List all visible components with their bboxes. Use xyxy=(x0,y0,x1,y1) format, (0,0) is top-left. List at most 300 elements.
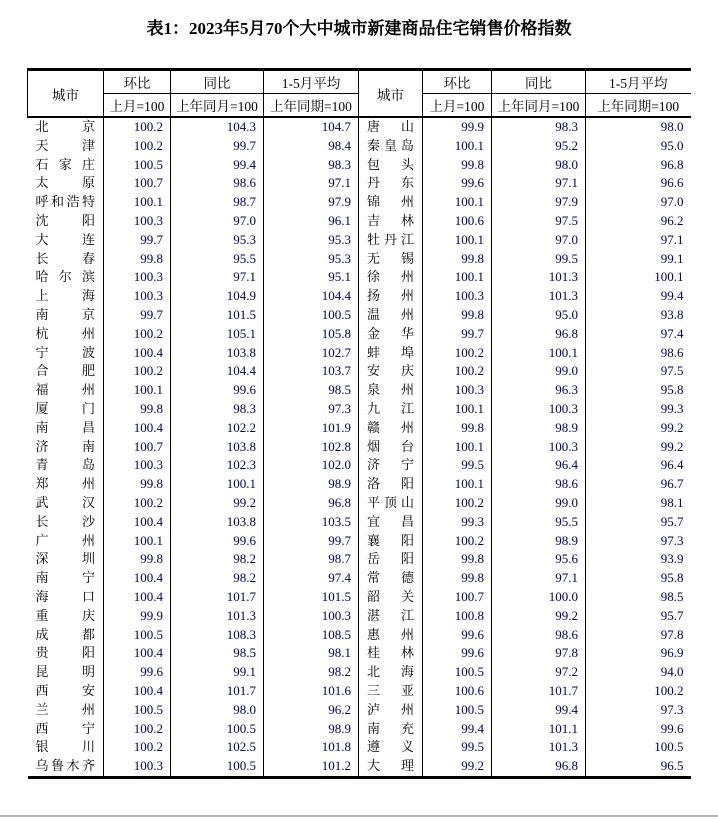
mom-value: 99.5 xyxy=(423,456,492,475)
city-cell xyxy=(359,494,423,513)
city-cell xyxy=(359,306,423,325)
yoy-value: 96.4 xyxy=(492,456,586,475)
mom-value: 100.1 xyxy=(423,268,492,287)
city-name: 呼 和 浩 特 xyxy=(35,194,95,210)
yoy-value: 97.5 xyxy=(492,212,586,231)
yoy-value: 100.0 xyxy=(492,588,586,607)
city-name: 岳 阳 xyxy=(367,551,414,567)
city-cell xyxy=(359,156,423,175)
avg-value: 95.7 xyxy=(586,607,691,626)
city-cell xyxy=(28,532,104,551)
avg-value: 96.2 xyxy=(586,212,691,231)
table-row xyxy=(28,513,691,532)
city-name: 昆 明 xyxy=(35,664,95,680)
mom-value: 100.2 xyxy=(104,325,171,344)
mom-value: 100.5 xyxy=(423,701,492,720)
mom-value: 99.6 xyxy=(423,174,492,193)
yoy-value: 101.1 xyxy=(492,720,586,739)
yoy-value: 102.2 xyxy=(171,419,264,438)
city-cell xyxy=(28,569,104,588)
mom-value: 99.9 xyxy=(423,117,492,137)
table-row xyxy=(28,757,691,777)
avg-value: 98.2 xyxy=(264,663,359,682)
city-name: 温 州 xyxy=(367,306,414,322)
city-name: 西 安 xyxy=(35,682,95,698)
city-cell xyxy=(28,438,104,457)
mom-value: 100.2 xyxy=(104,117,171,137)
city-name: 长 沙 xyxy=(35,513,95,529)
city-name: 广 州 xyxy=(35,532,95,548)
city-cell xyxy=(28,250,104,269)
avg-value: 99.7 xyxy=(264,532,359,551)
yoy-value: 98.6 xyxy=(171,174,264,193)
city-name: 大 连 xyxy=(35,231,95,247)
yoy-value: 98.2 xyxy=(171,569,264,588)
mom-value: 100.1 xyxy=(423,438,492,457)
mom-value: 99.7 xyxy=(423,325,492,344)
city-name: 济 宁 xyxy=(367,457,414,473)
avg-value: 98.9 xyxy=(264,475,359,494)
city-name: 惠 州 xyxy=(367,626,414,642)
mom-value: 100.4 xyxy=(104,513,171,532)
avg-value: 101.9 xyxy=(264,419,359,438)
header-yoy-base-left: 上年同月=100 xyxy=(171,94,264,118)
header-avg-right: 1-5月平均 xyxy=(586,70,691,94)
city-name: 贵 阳 xyxy=(35,645,95,661)
mom-value: 100.7 xyxy=(104,174,171,193)
mom-value: 100.3 xyxy=(423,381,492,400)
city-cell xyxy=(28,550,104,569)
city-cell xyxy=(359,588,423,607)
yoy-value: 99.1 xyxy=(171,663,264,682)
mom-value: 100.3 xyxy=(104,268,171,287)
yoy-value: 96.8 xyxy=(492,325,586,344)
avg-value: 97.3 xyxy=(586,701,691,720)
city-name: 长 春 xyxy=(35,250,95,266)
avg-value: 97.3 xyxy=(264,400,359,419)
city-name: 沈 阳 xyxy=(35,212,95,228)
city-cell xyxy=(359,287,423,306)
yoy-value: 97.1 xyxy=(171,268,264,287)
yoy-value: 102.5 xyxy=(171,738,264,757)
city-name: 南 充 xyxy=(367,720,414,736)
avg-value: 100.1 xyxy=(586,268,691,287)
table-row xyxy=(28,456,691,475)
avg-value: 96.1 xyxy=(264,212,359,231)
yoy-value: 97.1 xyxy=(492,569,586,588)
avg-value: 95.3 xyxy=(264,250,359,269)
city-name: 济 南 xyxy=(35,438,95,454)
yoy-value: 104.4 xyxy=(171,362,264,381)
page-title: 表1：2023年5月70个大中城市新建商品住宅销售价格指数 xyxy=(146,19,572,38)
yoy-value: 103.8 xyxy=(171,344,264,363)
table-row xyxy=(28,306,691,325)
mom-value: 100.6 xyxy=(423,682,492,701)
city-cell xyxy=(28,513,104,532)
city-name: 襄 阳 xyxy=(367,532,414,548)
table-row xyxy=(28,344,691,363)
yoy-value: 100.1 xyxy=(171,475,264,494)
city-cell xyxy=(359,532,423,551)
city-cell xyxy=(28,231,104,250)
city-name: 吉 林 xyxy=(367,212,414,228)
mom-value: 100.1 xyxy=(104,381,171,400)
mom-value: 100.3 xyxy=(104,287,171,306)
avg-value: 99.1 xyxy=(586,250,691,269)
mom-value: 99.8 xyxy=(104,250,171,269)
mom-value: 100.3 xyxy=(423,287,492,306)
mom-value: 100.1 xyxy=(423,137,492,156)
avg-value: 102.0 xyxy=(264,456,359,475)
avg-value: 98.1 xyxy=(264,644,359,663)
mom-value: 99.8 xyxy=(104,475,171,494)
mom-value: 99.5 xyxy=(423,738,492,757)
city-cell xyxy=(359,738,423,757)
avg-value: 99.4 xyxy=(586,287,691,306)
avg-value: 100.5 xyxy=(586,738,691,757)
city-name: 北 海 xyxy=(367,664,414,680)
mom-value: 100.7 xyxy=(104,438,171,457)
city-name: 厦 门 xyxy=(35,400,95,416)
table-row xyxy=(28,607,691,626)
city-name: 秦 皇 岛 xyxy=(367,137,414,153)
city-cell xyxy=(28,607,104,626)
avg-value: 97.4 xyxy=(264,569,359,588)
city-cell xyxy=(359,381,423,400)
mom-value: 100.3 xyxy=(104,456,171,475)
city-name: 泉 州 xyxy=(367,382,414,398)
table-row xyxy=(28,400,691,419)
city-cell xyxy=(359,250,423,269)
yoy-value: 96.8 xyxy=(492,757,586,777)
table-row xyxy=(28,419,691,438)
table-row xyxy=(28,193,691,212)
table-row xyxy=(28,701,691,720)
mom-value: 100.2 xyxy=(104,720,171,739)
mom-value: 100.1 xyxy=(104,193,171,212)
yoy-value: 98.9 xyxy=(492,532,586,551)
city-name: 重 庆 xyxy=(35,607,95,623)
avg-value: 99.3 xyxy=(586,400,691,419)
mom-value: 100.6 xyxy=(423,212,492,231)
city-cell xyxy=(359,117,423,137)
city-cell xyxy=(359,626,423,645)
mom-value: 100.2 xyxy=(423,532,492,551)
yoy-value: 100.5 xyxy=(171,757,264,777)
avg-value: 108.5 xyxy=(264,626,359,645)
city-name: 上 海 xyxy=(35,288,95,304)
mom-value: 99.8 xyxy=(423,250,492,269)
mom-value: 100.2 xyxy=(104,738,171,757)
city-name: 郑 州 xyxy=(35,476,95,492)
table-row xyxy=(28,362,691,381)
city-cell xyxy=(28,381,104,400)
city-cell xyxy=(359,475,423,494)
yoy-value: 97.8 xyxy=(492,644,586,663)
mom-value: 100.2 xyxy=(423,494,492,513)
table-row xyxy=(28,644,691,663)
city-name: 成 都 xyxy=(35,626,95,642)
avg-value: 96.9 xyxy=(586,644,691,663)
avg-value: 97.4 xyxy=(586,325,691,344)
avg-value: 105.8 xyxy=(264,325,359,344)
avg-value: 102.7 xyxy=(264,344,359,363)
table-row xyxy=(28,381,691,400)
city-cell xyxy=(28,268,104,287)
avg-value: 93.8 xyxy=(586,306,691,325)
table-row xyxy=(28,438,691,457)
city-name: 包 头 xyxy=(367,156,414,172)
header-mom-base-right: 上月=100 xyxy=(423,94,492,118)
mom-value: 100.7 xyxy=(423,588,492,607)
city-cell xyxy=(359,362,423,381)
mom-value: 99.8 xyxy=(423,156,492,175)
avg-value: 95.3 xyxy=(264,231,359,250)
avg-value: 98.5 xyxy=(264,381,359,400)
city-name: 徐 州 xyxy=(367,269,414,285)
city-cell xyxy=(28,757,104,777)
city-name: 宜 昌 xyxy=(367,513,414,529)
city-name: 无 锡 xyxy=(367,250,414,266)
city-name: 泸 州 xyxy=(367,701,414,717)
city-name: 西 宁 xyxy=(35,720,95,736)
mom-value: 100.4 xyxy=(104,569,171,588)
yoy-value: 98.0 xyxy=(171,701,264,720)
mom-value: 100.1 xyxy=(423,400,492,419)
avg-value: 98.7 xyxy=(264,550,359,569)
city-name: 桂 林 xyxy=(367,645,414,661)
avg-value: 99.2 xyxy=(586,438,691,457)
avg-value: 101.6 xyxy=(264,682,359,701)
city-cell xyxy=(359,174,423,193)
header-mom-left: 环比 xyxy=(104,70,171,94)
yoy-value: 98.6 xyxy=(492,475,586,494)
table-row xyxy=(28,325,691,344)
page-bottom-divider xyxy=(0,815,718,817)
mom-value: 99.8 xyxy=(423,569,492,588)
table-row xyxy=(28,117,691,137)
city-name: 海 口 xyxy=(35,588,95,604)
city-name: 杭 州 xyxy=(35,325,95,341)
city-name: 兰 州 xyxy=(35,701,95,717)
yoy-value: 99.2 xyxy=(492,607,586,626)
city-name: 牡 丹 江 xyxy=(367,231,414,247)
mom-value: 100.2 xyxy=(423,344,492,363)
city-name: 深 圳 xyxy=(35,551,95,567)
yoy-value: 98.5 xyxy=(171,644,264,663)
yoy-value: 95.3 xyxy=(171,231,264,250)
city-name: 金 华 xyxy=(367,325,414,341)
mom-value: 99.8 xyxy=(104,550,171,569)
mom-value: 99.3 xyxy=(423,513,492,532)
city-name: 太 原 xyxy=(35,175,95,191)
city-name: 锦 州 xyxy=(367,194,414,210)
avg-value: 98.0 xyxy=(586,117,691,137)
city-name: 三 亚 xyxy=(367,682,414,698)
city-cell xyxy=(28,287,104,306)
avg-value: 99.2 xyxy=(586,419,691,438)
yoy-value: 101.3 xyxy=(492,268,586,287)
mom-value: 100.2 xyxy=(104,494,171,513)
city-cell xyxy=(28,720,104,739)
yoy-value: 99.5 xyxy=(492,250,586,269)
city-name: 福 州 xyxy=(35,382,95,398)
avg-value: 95.7 xyxy=(586,513,691,532)
yoy-value: 103.8 xyxy=(171,438,264,457)
city-cell xyxy=(359,644,423,663)
avg-value: 95.8 xyxy=(586,381,691,400)
yoy-value: 100.3 xyxy=(492,438,586,457)
city-name: 合 肥 xyxy=(35,363,95,379)
city-cell xyxy=(359,231,423,250)
avg-value: 98.9 xyxy=(264,720,359,739)
city-name: 常 德 xyxy=(367,570,414,586)
mom-value: 100.5 xyxy=(423,663,492,682)
yoy-value: 98.2 xyxy=(171,550,264,569)
mom-value: 99.6 xyxy=(423,644,492,663)
table-row xyxy=(28,212,691,231)
city-cell xyxy=(359,569,423,588)
city-name: 平 顶 山 xyxy=(367,494,414,510)
table-header xyxy=(28,70,691,118)
header-city-right: 城市 xyxy=(359,70,423,118)
city-name: 韶 关 xyxy=(367,588,414,604)
yoy-value: 104.3 xyxy=(171,117,264,137)
city-cell xyxy=(359,268,423,287)
yoy-value: 95.5 xyxy=(492,513,586,532)
header-yoy-right: 同比 xyxy=(492,70,586,94)
yoy-value: 101.7 xyxy=(171,682,264,701)
header-city-left: 城市 xyxy=(28,70,104,118)
city-name: 湛 江 xyxy=(367,607,414,623)
city-name: 安 庆 xyxy=(367,363,414,379)
city-cell xyxy=(359,438,423,457)
yoy-value: 95.2 xyxy=(492,137,586,156)
city-name: 北 京 xyxy=(35,119,95,134)
city-name: 武 汉 xyxy=(35,494,95,510)
city-cell xyxy=(359,212,423,231)
yoy-value: 100.1 xyxy=(492,344,586,363)
yoy-value: 103.8 xyxy=(171,513,264,532)
mom-value: 100.5 xyxy=(104,701,171,720)
mom-value: 100.3 xyxy=(104,757,171,777)
avg-value: 96.6 xyxy=(586,174,691,193)
avg-value: 101.8 xyxy=(264,738,359,757)
avg-value: 97.3 xyxy=(586,532,691,551)
city-cell xyxy=(28,588,104,607)
avg-value: 96.2 xyxy=(264,701,359,720)
price-index-table xyxy=(27,68,691,779)
table-row xyxy=(28,137,691,156)
mom-value: 100.4 xyxy=(104,588,171,607)
mom-value: 100.4 xyxy=(104,419,171,438)
city-cell xyxy=(28,212,104,231)
table-row xyxy=(28,738,691,757)
avg-value: 104.4 xyxy=(264,287,359,306)
city-cell xyxy=(28,193,104,212)
yoy-value: 99.6 xyxy=(171,532,264,551)
mom-value: 99.8 xyxy=(104,400,171,419)
city-name: 石 家 庄 xyxy=(35,156,95,172)
city-cell xyxy=(359,757,423,777)
table-row xyxy=(28,494,691,513)
city-cell xyxy=(28,306,104,325)
city-name: 蚌 埠 xyxy=(367,344,414,360)
yoy-value: 99.0 xyxy=(492,494,586,513)
city-cell xyxy=(359,137,423,156)
yoy-value: 101.3 xyxy=(171,607,264,626)
city-cell xyxy=(28,137,104,156)
avg-value: 100.5 xyxy=(264,306,359,325)
city-cell xyxy=(359,400,423,419)
city-name: 扬 州 xyxy=(367,288,414,304)
yoy-value: 97.1 xyxy=(492,174,586,193)
header-avg-base-right: 上年同期=100 xyxy=(586,94,691,118)
city-name: 南 昌 xyxy=(35,419,95,435)
city-cell xyxy=(359,193,423,212)
mom-value: 99.8 xyxy=(423,419,492,438)
avg-value: 104.7 xyxy=(264,117,359,137)
avg-value: 100.3 xyxy=(264,607,359,626)
city-cell xyxy=(359,550,423,569)
city-cell xyxy=(28,494,104,513)
avg-value: 100.2 xyxy=(586,682,691,701)
city-name: 天 津 xyxy=(35,137,95,153)
city-cell xyxy=(28,682,104,701)
mom-value: 100.5 xyxy=(104,626,171,645)
yoy-value: 97.9 xyxy=(492,193,586,212)
table-row xyxy=(28,682,691,701)
city-cell xyxy=(359,720,423,739)
table-row xyxy=(28,250,691,269)
city-name: 哈 尔 滨 xyxy=(35,269,95,285)
mom-value: 100.3 xyxy=(104,212,171,231)
yoy-value: 102.3 xyxy=(171,456,264,475)
yoy-value: 98.0 xyxy=(492,156,586,175)
yoy-value: 101.7 xyxy=(171,588,264,607)
yoy-value: 100.5 xyxy=(171,720,264,739)
yoy-value: 98.9 xyxy=(492,419,586,438)
mom-value: 100.1 xyxy=(423,193,492,212)
yoy-value: 98.3 xyxy=(171,400,264,419)
city-cell xyxy=(28,419,104,438)
table-body xyxy=(28,117,691,777)
header-mom-right: 环比 xyxy=(423,70,492,94)
city-cell xyxy=(28,456,104,475)
table-row xyxy=(28,156,691,175)
city-name: 青 岛 xyxy=(35,457,95,473)
mom-value: 99.4 xyxy=(423,720,492,739)
table-row xyxy=(28,231,691,250)
city-cell xyxy=(359,682,423,701)
city-cell xyxy=(359,701,423,720)
avg-value: 101.5 xyxy=(264,588,359,607)
city-name: 南 京 xyxy=(35,306,95,322)
header-avg-left: 1-5月平均 xyxy=(264,70,359,94)
city-cell xyxy=(359,419,423,438)
city-cell xyxy=(28,362,104,381)
header-yoy-left: 同比 xyxy=(171,70,264,94)
city-cell xyxy=(28,344,104,363)
mom-value: 99.6 xyxy=(423,626,492,645)
city-cell xyxy=(28,738,104,757)
city-cell xyxy=(28,475,104,494)
city-cell xyxy=(28,156,104,175)
table-row xyxy=(28,475,691,494)
yoy-value: 99.4 xyxy=(492,701,586,720)
yoy-value: 99.2 xyxy=(171,494,264,513)
yoy-value: 104.9 xyxy=(171,287,264,306)
